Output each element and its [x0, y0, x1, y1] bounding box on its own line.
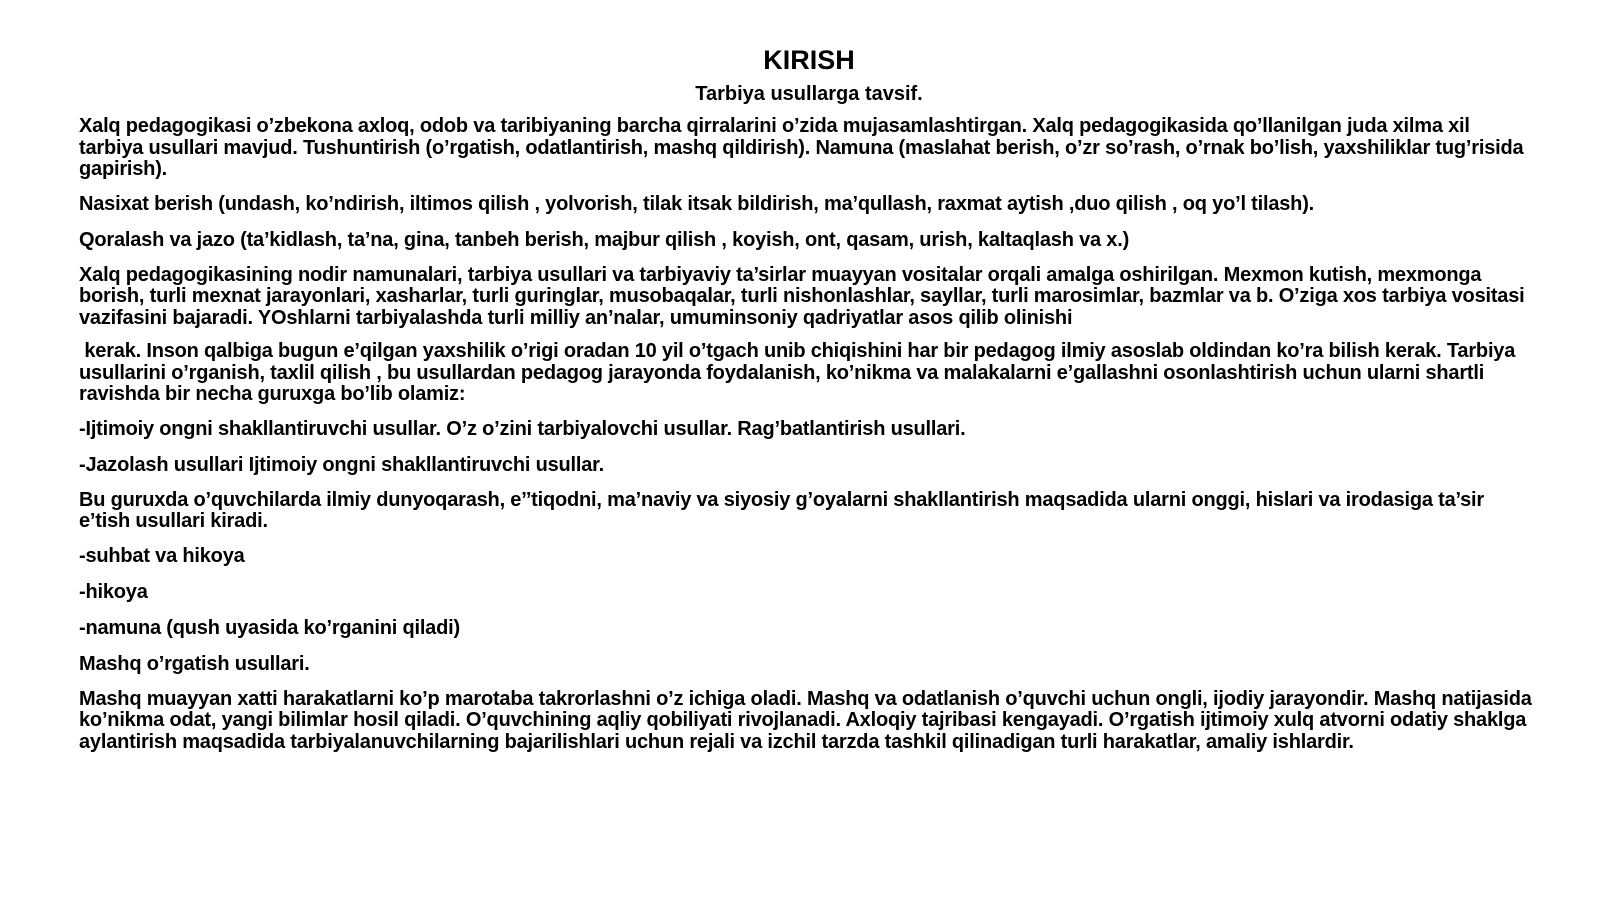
list-item: -Jazolash usullari Ijtimoiy ongni shakllantiruvchi usullar.: [79, 453, 604, 476]
slide-body: [79, 44, 1539, 765]
list-item: -namuna (qush uyasida ko’rganini qiladi): [79, 616, 460, 639]
page-title: KIRISH: [763, 45, 855, 75]
paragraph: Bu guruxda o’quvchilarda ilmiy dunyoqarash, e’’tiqodni, ma’naviy va siyosiy g’oyalarni shakllantirish maqsadida ularni onggi, hislari va irodasiga ta’sir e’tish usullari kiradi.: [79, 488, 1484, 532]
section-heading: Mashq o’rgatish usullari.: [79, 652, 310, 675]
page-subtitle: Tarbiya usullarga tavsif.: [695, 83, 923, 105]
list-item: -Ijtimoiy ongni shakllantiruvchi usullar. O’z o’zini tarbiyalovchi usullar. Rag’batlantirish usullari.: [79, 417, 966, 440]
list-item: -suhbat va hikoya: [79, 544, 245, 567]
paragraph: Xalq pedagogikasi o’zbekona axloq, odob va taribiyaning barcha qirralarini o’zida mujasamlashtirgan. Xalq pedagogikasida qo’llanilgan juda xilma xil tarbiya usullari mavjud. Tushuntirish (o’rgatish, odatlantirish, mashq qildirish). Namuna (maslahat berish, o’zr so’rash, o’rnak bo’lish, yaxshiliklar tug’risida gapirish).: [79, 115, 1524, 180]
paragraph: Mashq muayyan xatti harakatlarni ko’p marotaba takrorlashni o’z ichiga oladi. Mashq va odatlanish o’quvchi uchun ongli, ijodiy jarayondir. Mashq natijasida ko’nikma odat, yangi bilimlar hosil qiladi. O’quvchining aqliy qobiliyati rivojlanadi. Axloqiy tajribasi kengayadi. O’rgatish ijtimoiy xulq atvorni odatiy shaklga aylantirish maqsadida tarbiyalanuvchilarning bajarilishlari uchun rejali va izchil tarzda tashkil qilinadigan turli harakatlar, amaliy ishlardir.: [79, 687, 1532, 753]
paragraph: Nasixat berish (undash, ko’ndirish, iltimos qilish , yolvorish, tilak itsak bildirish, ma’qullash, raxmat aytish ,duo qilish , oq yo’l tilash).: [79, 192, 1315, 215]
paragraph: Xalq pedagogikasining nodir namunalari, tarbiya usullari va tarbiyaviy ta’sirlar muayyan vositalar orqali amalga oshirilgan. Mexmon kutish, mexmonga borish, turli mexnat jarayonlari, xasharlar, turli guringlar, musobaqalar, turli nishonlashlar, sayllar, turli marosimlar, bazmlar va b. O’ziga xos tarbiya vositasi vazifasini bajaradi. YOshlarni tarbiyalashda turli milliy an’nalar, umuminsoniy qadriyatlar asos qilib olinishi: [79, 263, 1525, 329]
paragraph: kerak. Inson qalbiga bugun e’qilgan yaxshilik o’rigi oradan 10 yil o’tgach unib chiqishini har bir pedagog ilmiy asoslab oldindan ko’ra bilish kerak. Tarbiya usullarini o’rganish, taxlil qilish , bu usullardan pedagog jarayonda foydalanish, ko’nikma va malakalarni e’gallashni osonlashtirish uchun ularni shartli ravishda bir necha guruxga bo’lib olamiz:: [79, 340, 1521, 405]
list-item: -hikoya: [79, 580, 148, 603]
paragraph: Qoralash va jazo (ta’kidlash, ta’na, gina, tanbeh berish, majbur qilish , koyish, ont, qasam, urish, kaltaqlash va x.): [79, 228, 1130, 251]
